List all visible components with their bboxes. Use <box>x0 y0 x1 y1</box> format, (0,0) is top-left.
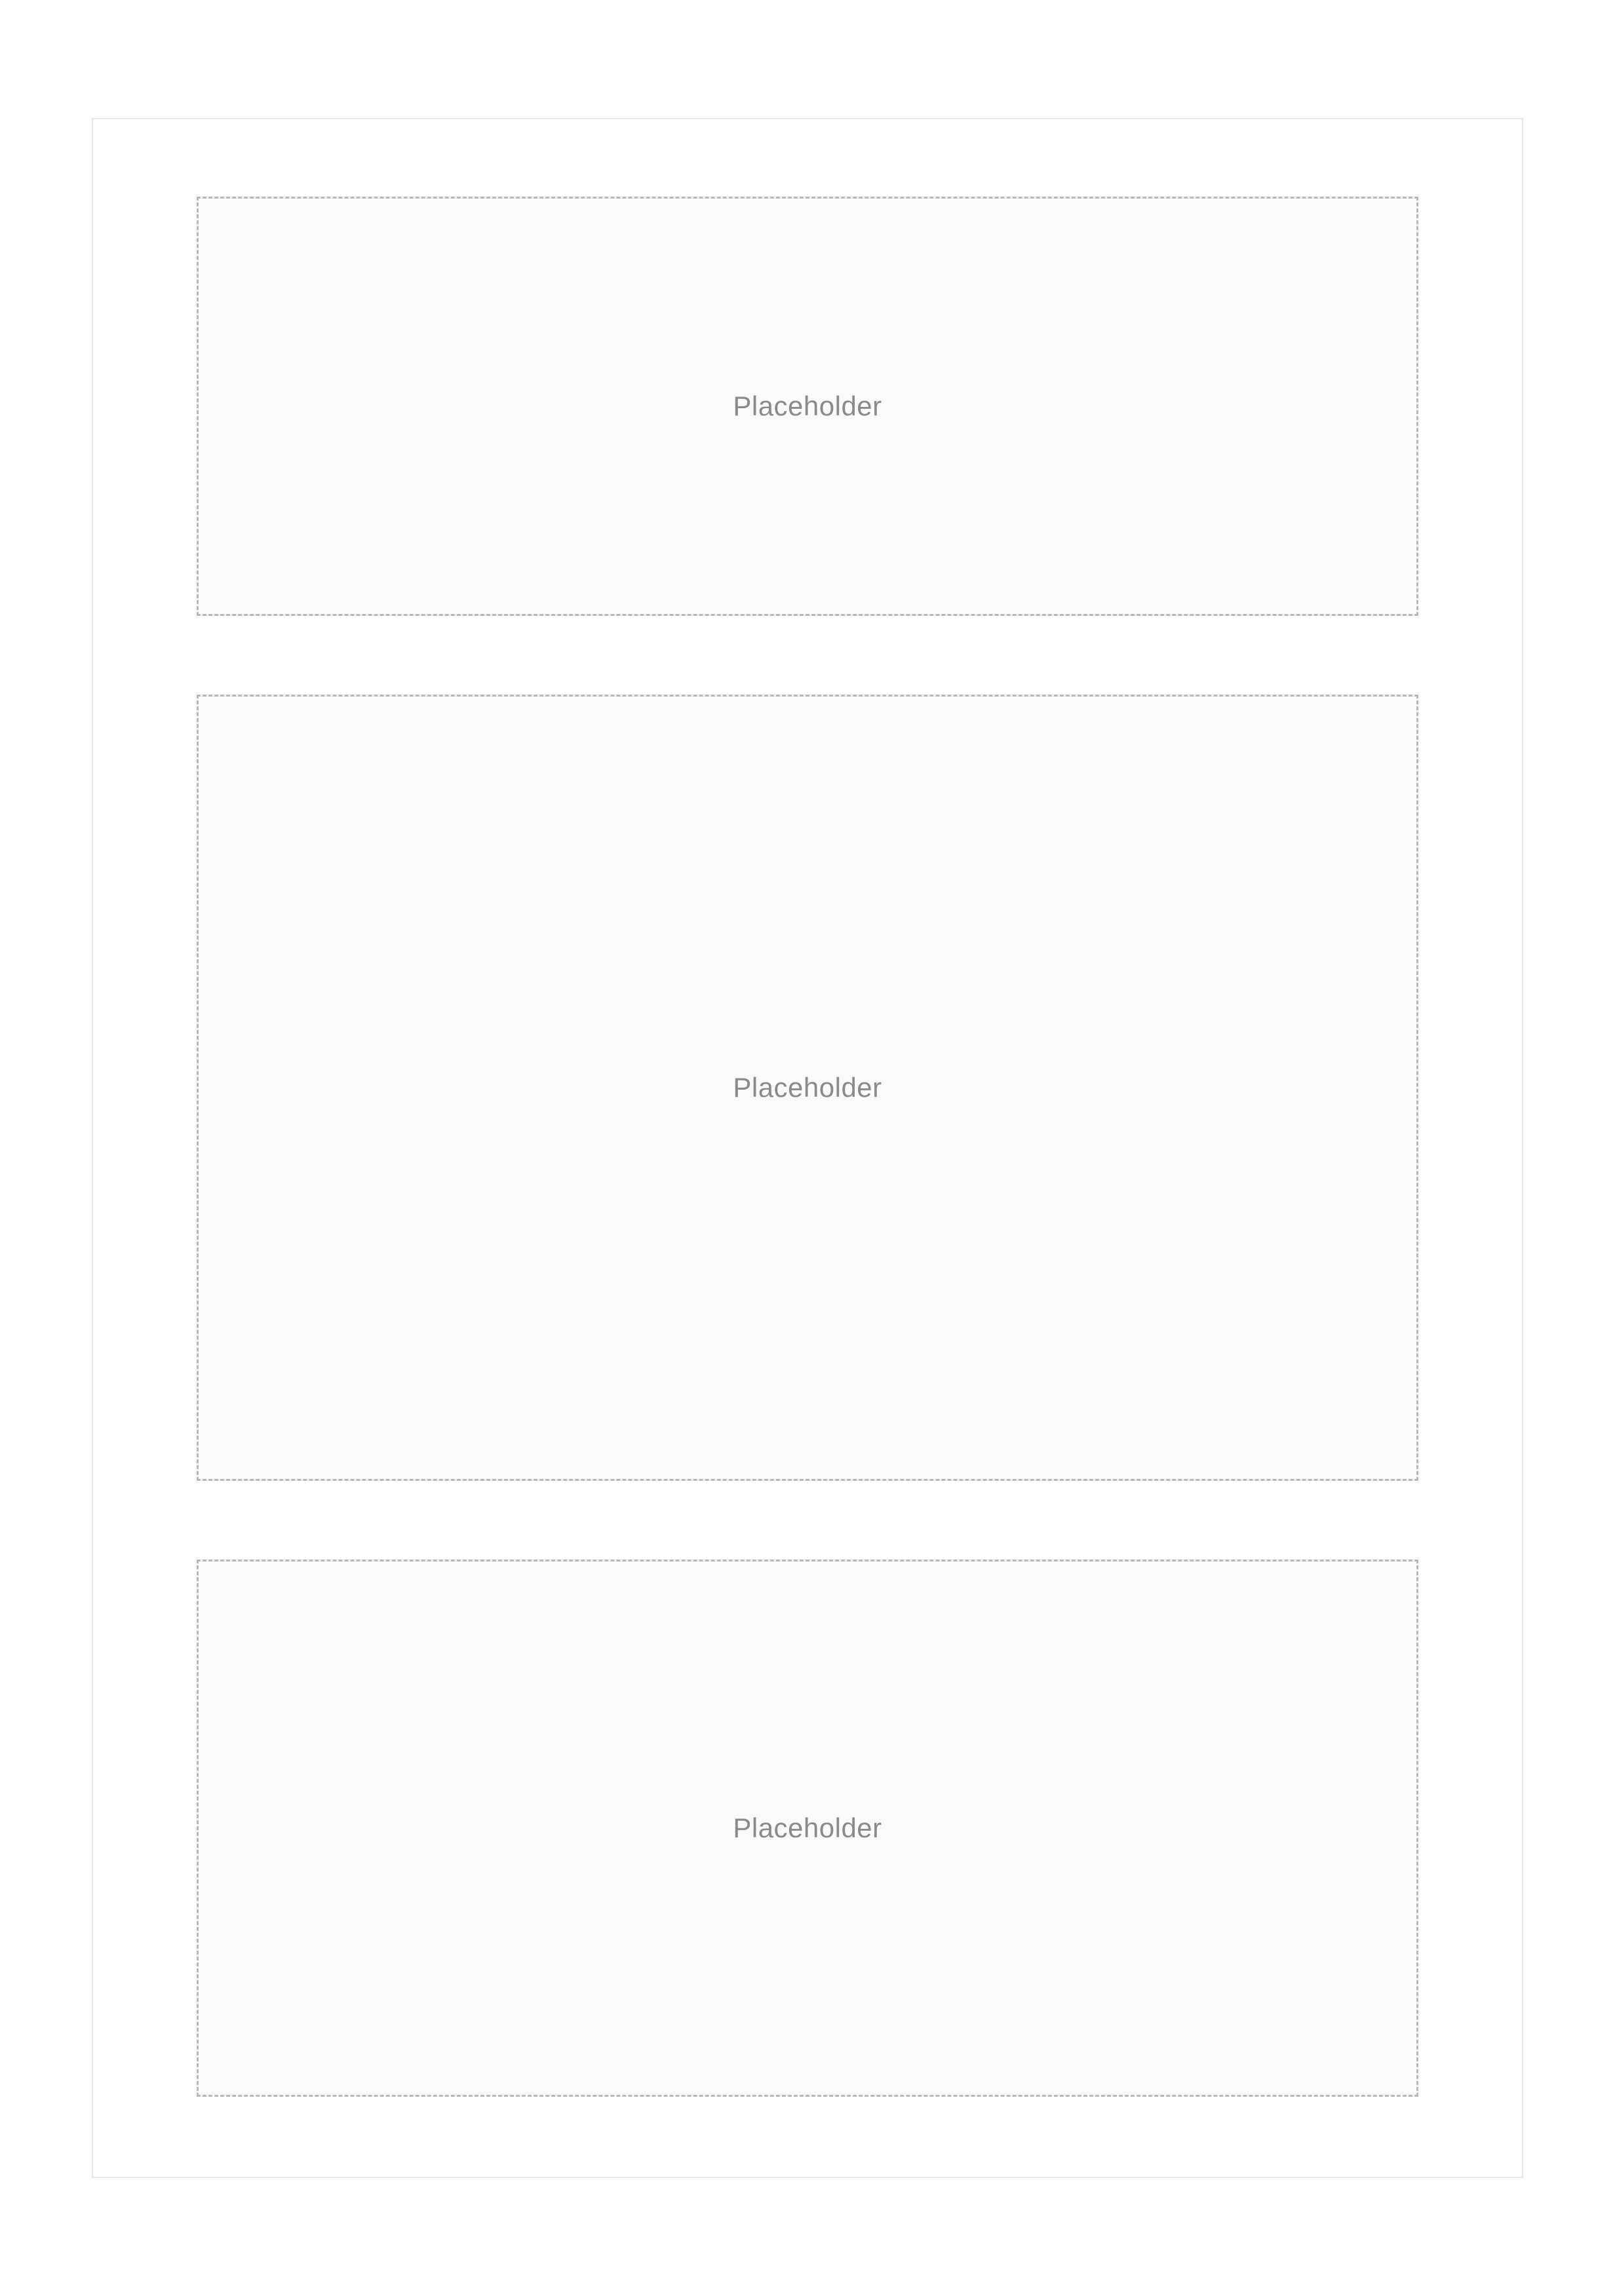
placeholder-region-bottom <box>197 1559 1418 2097</box>
placeholder-region-top <box>197 197 1418 616</box>
placeholder-label: Placeholder <box>733 1072 882 1103</box>
placeholder-label: Placeholder <box>733 1812 882 1843</box>
placeholder-label: Placeholder <box>733 391 882 421</box>
placeholder-region-middle <box>197 695 1418 1481</box>
